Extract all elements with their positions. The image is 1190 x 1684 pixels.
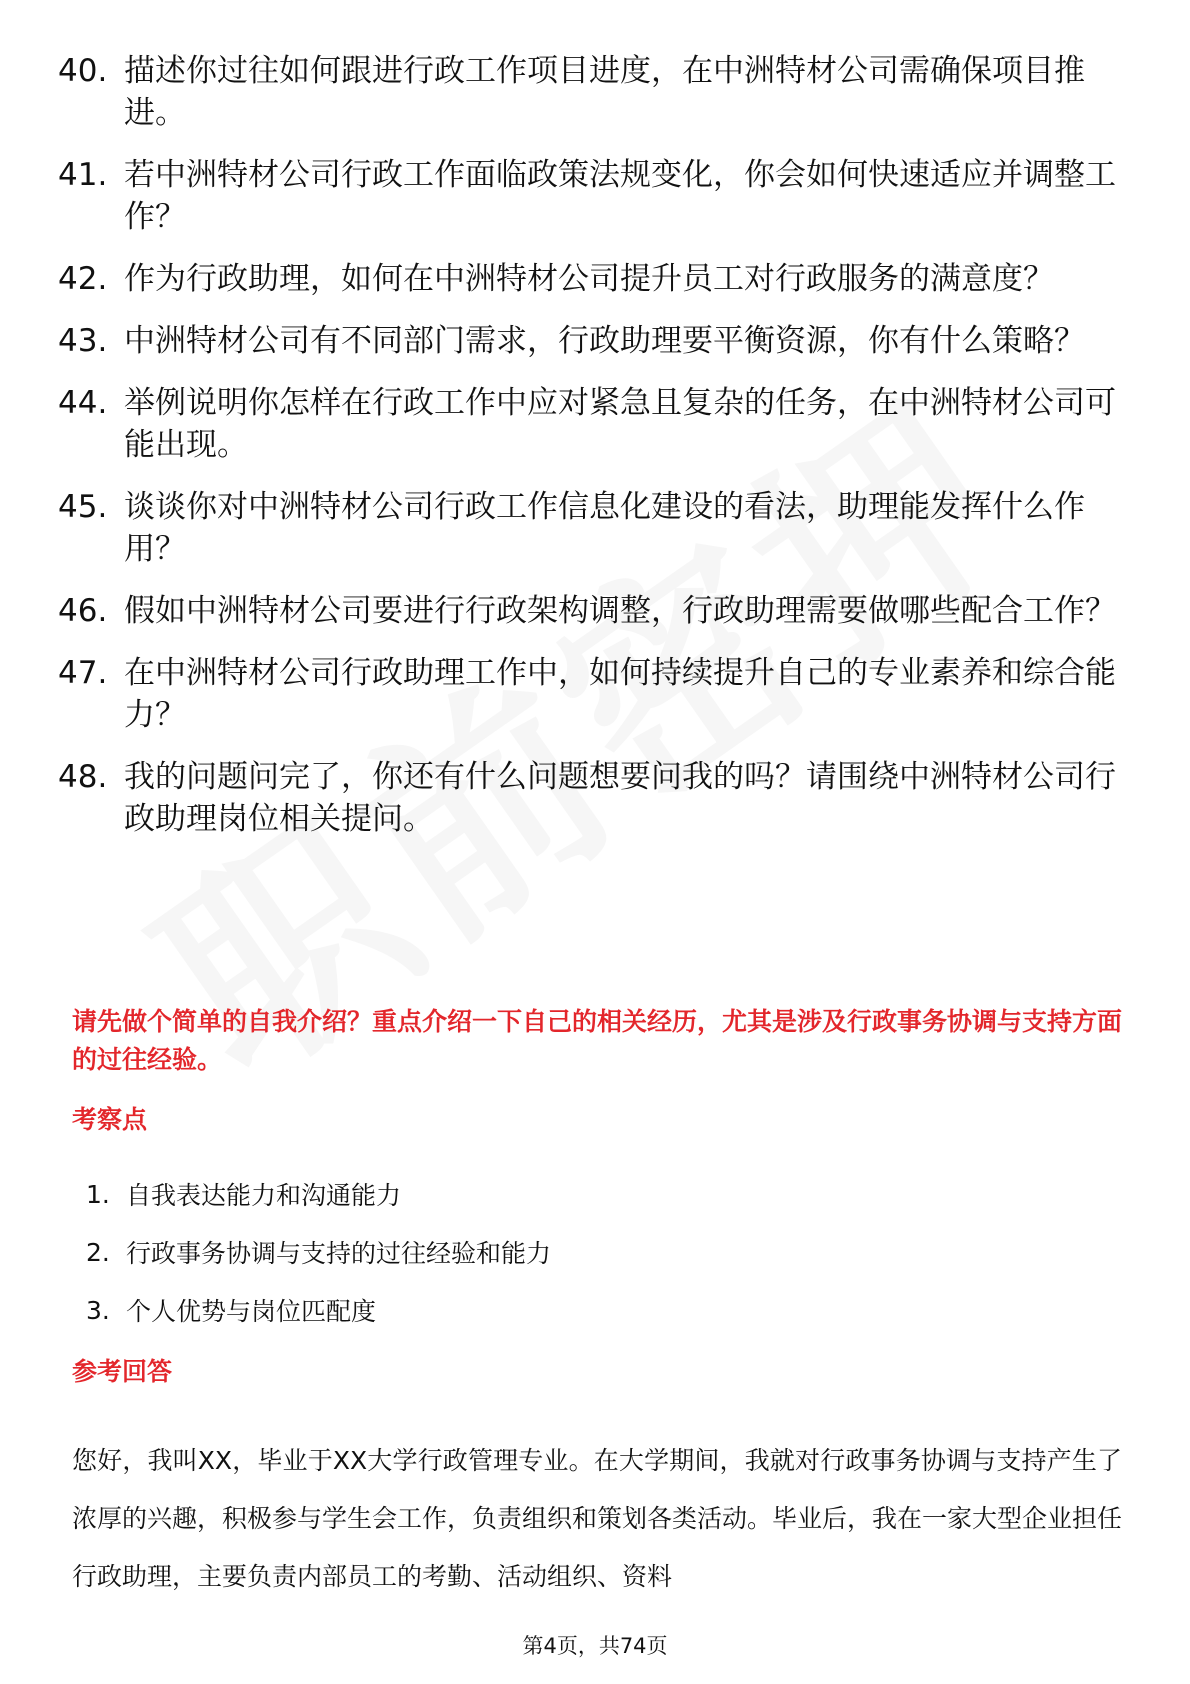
point-number: 3. bbox=[86, 1295, 110, 1325]
assessment-points bbox=[86, 1165, 551, 1339]
question-number: 44. bbox=[58, 385, 108, 421]
question-number: 41. bbox=[58, 157, 108, 193]
question-item bbox=[58, 382, 1118, 466]
question-text: 我的问题问完了，你还有什么问题想要问我的吗？请围绕中洲特材公司行政助理岗位相关提问。 bbox=[124, 759, 1116, 837]
question-number: 43. bbox=[58, 323, 108, 359]
question-number: 40. bbox=[58, 53, 108, 89]
question-item bbox=[58, 320, 1118, 362]
question-item bbox=[58, 590, 1118, 632]
featured-question: 请先做个简单的自我介绍？重点介绍一下自己的相关经历，尤其是涉及行政事务协调与支持方面的过往经验。 bbox=[72, 1007, 1123, 1074]
question-text: 举例说明你怎样在行政工作中应对紧急且复杂的任务，在中洲特材公司可能出现。 bbox=[124, 385, 1116, 463]
question-number: 47. bbox=[58, 655, 108, 691]
question-item bbox=[58, 258, 1118, 300]
question-text: 若中洲特材公司行政工作面临政策法规变化，你会如何快速适应并调整工作？ bbox=[124, 157, 1116, 235]
page-footer: 第4页，共74页 bbox=[522, 1634, 668, 1658]
question-item bbox=[58, 652, 1118, 736]
question-item bbox=[58, 50, 1118, 134]
question-item bbox=[58, 154, 1118, 238]
point-text: 自我表达能力和沟通能力 bbox=[126, 1181, 402, 1210]
assessment-point bbox=[86, 1281, 551, 1339]
question-item bbox=[58, 756, 1118, 840]
question-text: 作为行政助理，如何在中洲特材公司提升员工对行政服务的满意度？ bbox=[124, 261, 1054, 297]
question-text: 假如中洲特材公司要进行行政架构调整，行政助理需要做哪些配合工作？ bbox=[124, 593, 1116, 629]
question-text: 谈谈你对中洲特材公司行政工作信息化建设的看法，助理能发挥什么作用？ bbox=[124, 489, 1085, 567]
assessment-point bbox=[86, 1223, 551, 1281]
point-number: 1. bbox=[86, 1179, 110, 1209]
point-text: 行政事务协调与支持的过往经验和能力 bbox=[126, 1239, 552, 1268]
question-number: 46. bbox=[58, 593, 108, 629]
question-list bbox=[58, 50, 1118, 860]
point-number: 2. bbox=[86, 1237, 110, 1267]
assessment-heading: 考察点 bbox=[72, 1105, 148, 1134]
question-number: 48. bbox=[58, 759, 108, 795]
question-number: 45. bbox=[58, 489, 108, 525]
reference-answer: 您好，我叫XX，毕业于XX大学行政管理专业。在大学期间，我就对行政事务协调与支持产生了浓厚的兴趣，积极参与学生会工作，负责组织和策划各类活动。毕业后，我在一家大型企业担任行政助理，主要负责内部员工的考勤、活动组织、资料 bbox=[72, 1446, 1123, 1591]
question-item bbox=[58, 486, 1118, 570]
reference-heading: 参考回答 bbox=[72, 1357, 173, 1386]
assessment-point bbox=[86, 1165, 551, 1223]
question-text: 在中洲特材公司行政助理工作中，如何持续提升自己的专业素养和综合能力？ bbox=[124, 655, 1116, 733]
question-number: 42. bbox=[58, 261, 108, 297]
point-text: 个人优势与岗位匹配度 bbox=[126, 1297, 377, 1326]
question-text: 描述你过往如何跟进行政工作项目进度，在中洲特材公司需确保项目推进。 bbox=[124, 53, 1085, 131]
question-text: 中洲特材公司有不同部门需求，行政助理要平衡资源，你有什么策略？ bbox=[124, 323, 1085, 359]
